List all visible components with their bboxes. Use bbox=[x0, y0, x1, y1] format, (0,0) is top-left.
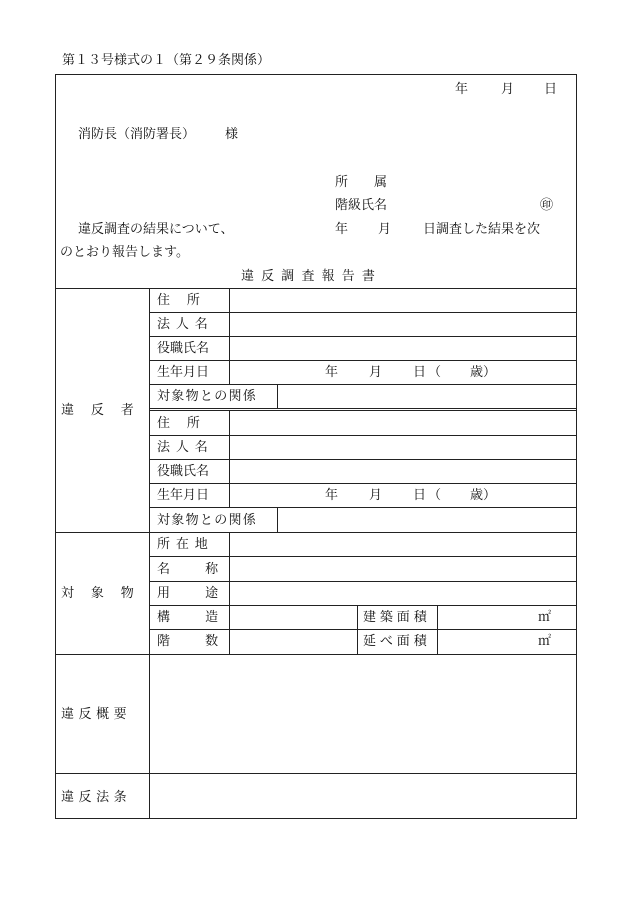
body-line1-month: 月 bbox=[378, 222, 392, 237]
building-area-label: 建築面積 bbox=[363, 610, 431, 625]
p1-position-label: 役職氏名 bbox=[157, 341, 210, 356]
date-day-label: 日 bbox=[544, 82, 558, 97]
p2-age-open: （ bbox=[428, 488, 442, 503]
p2-age-label: 歳） bbox=[470, 488, 497, 503]
affiliation-label: 所 属 bbox=[335, 175, 388, 190]
violation-summary-label: 違反概要 bbox=[61, 707, 132, 722]
use-label: 用途 bbox=[157, 586, 254, 601]
p1-age-open: （ bbox=[428, 365, 442, 380]
p2-birthdate-label: 生年月日 bbox=[157, 488, 210, 503]
structure-label: 構造 bbox=[157, 610, 254, 625]
p1-birth-day: 日 bbox=[413, 365, 427, 380]
body-line2: のとおり報告します。 bbox=[60, 245, 189, 260]
rank-name-label: 階級氏名 bbox=[335, 198, 388, 213]
date-month-label: 月 bbox=[501, 82, 515, 97]
area-unit-1: ㎡ bbox=[538, 610, 552, 625]
seal-mark: ㊞ bbox=[540, 198, 554, 213]
floor-area-label: 延べ面積 bbox=[363, 634, 431, 649]
target-section-label: 対象物 bbox=[61, 586, 151, 601]
p2-corporation-label: 法人名 bbox=[157, 440, 214, 455]
addressee-honorific: 様 bbox=[225, 127, 239, 142]
p1-address-label: 住所 bbox=[157, 293, 217, 308]
violation-law-label: 違反法条 bbox=[61, 790, 132, 805]
p1-relation-label: 対象物との関係 bbox=[157, 389, 258, 404]
p2-birth-month: 月 bbox=[369, 488, 383, 503]
p1-birth-year: 年 bbox=[325, 365, 339, 380]
date-year-label: 年 bbox=[455, 82, 469, 97]
p1-corporation-label: 法人名 bbox=[157, 317, 214, 332]
p1-age-label: 歳） bbox=[470, 365, 497, 380]
report-form bbox=[55, 74, 577, 819]
p1-birth-month: 月 bbox=[369, 365, 383, 380]
location-label: 所在地 bbox=[157, 537, 214, 552]
p2-relation-label: 対象物との関係 bbox=[157, 513, 258, 528]
p2-birth-day: 日 bbox=[413, 488, 427, 503]
floors-label: 階数 bbox=[157, 634, 254, 649]
p1-birthdate-label: 生年月日 bbox=[157, 365, 210, 380]
body-line1-year: 年 bbox=[335, 222, 349, 237]
body-line1-suffix: 日調査した結果を次 bbox=[423, 222, 541, 237]
report-title: 違反調査報告書 bbox=[241, 269, 383, 284]
p2-birth-year: 年 bbox=[325, 488, 339, 503]
violator-section-label: 違反者 bbox=[61, 403, 151, 418]
p2-position-label: 役職氏名 bbox=[157, 464, 210, 479]
p2-address-label: 住所 bbox=[157, 416, 217, 431]
addressee-title: 消防長（消防署長） bbox=[78, 127, 196, 142]
form-number: 第１３号様式の１（第２９条関係） bbox=[62, 53, 271, 68]
body-line1-prefix: 違反調査の結果について、 bbox=[78, 222, 234, 237]
name-label: 名称 bbox=[157, 562, 254, 577]
area-unit-2: ㎡ bbox=[538, 634, 552, 649]
